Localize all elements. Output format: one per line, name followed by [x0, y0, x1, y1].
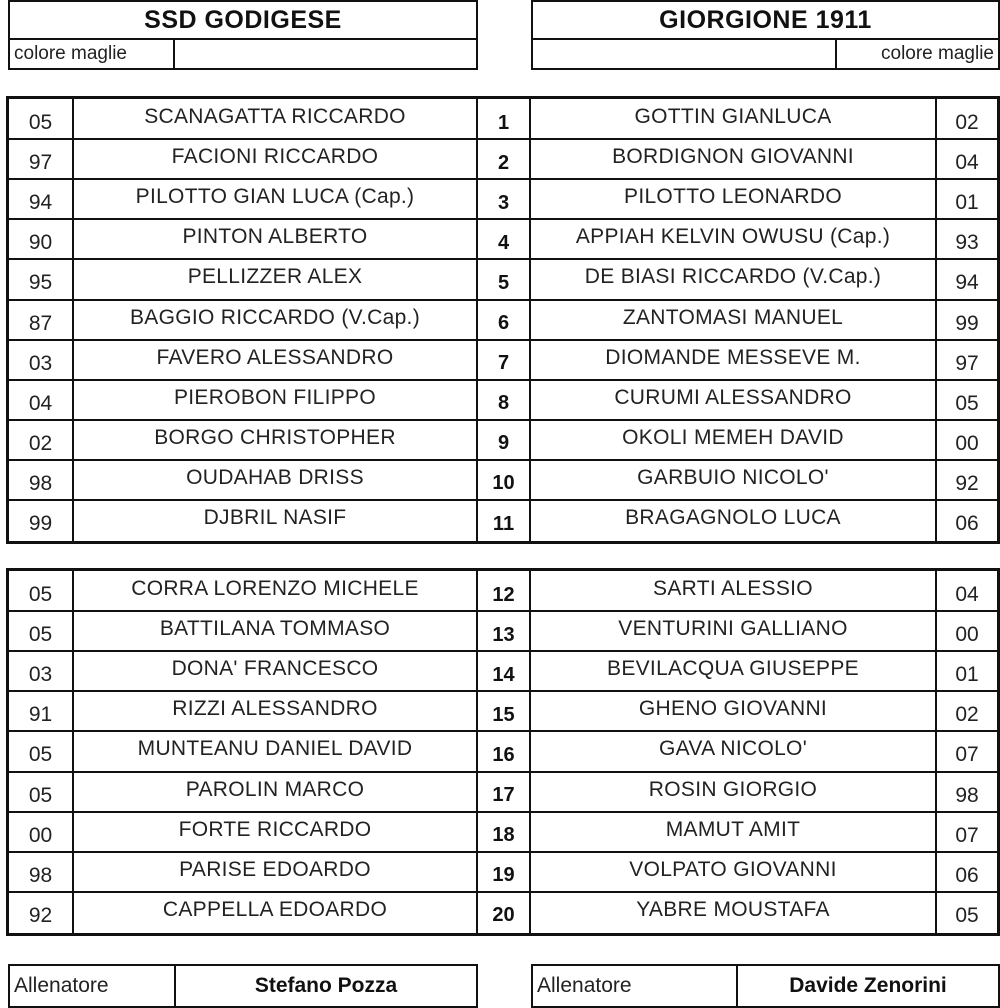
home-coach-name: Stefano Pozza — [254, 974, 398, 997]
shirt-number: 2 — [497, 151, 510, 174]
away-birth-year: 01 — [955, 663, 979, 687]
shirt-number: 12 — [492, 583, 515, 606]
player-row — [9, 300, 997, 340]
shirt-number: 18 — [492, 824, 515, 847]
home-player-name: CORRA LORENZO MICHELE — [131, 577, 419, 601]
away-player-name: ZANTOMASI MANUEL — [622, 305, 844, 329]
home-color-label: colore maglie — [14, 43, 127, 64]
home-player-name: DJBRIL NASIF — [203, 506, 347, 530]
home-player-name: FAVERO ALESSANDRO — [156, 345, 394, 369]
away-birth-year: 00 — [955, 431, 979, 455]
home-birth-year: 99 — [28, 512, 53, 536]
home-coach-box — [8, 964, 478, 1008]
player-row — [9, 179, 997, 219]
away-player-name: YABRE MOUSTAFA — [636, 897, 830, 921]
away-player-name: GHENO GIOVANNI — [638, 697, 828, 721]
home-player-name: DONA' FRANCESCO — [171, 657, 379, 681]
player-row — [9, 99, 997, 139]
away-birth-year: 02 — [955, 703, 979, 727]
away-player-name: SARTI ALESSIO — [653, 577, 813, 601]
shirt-number: 10 — [492, 472, 515, 495]
shirt-number: 9 — [497, 432, 510, 455]
home-birth-year: 05 — [28, 743, 53, 767]
home-birth-year: 00 — [28, 823, 53, 847]
away-team-header — [531, 0, 1000, 70]
home-birth-year: 03 — [28, 663, 53, 687]
away-player-name: VENTURINI GALLIANO — [618, 617, 848, 641]
home-birth-year: 91 — [28, 703, 53, 727]
player-row — [9, 691, 997, 731]
away-coach-box — [531, 964, 1000, 1008]
home-player-name: BORGO CHRISTOPHER — [154, 425, 396, 449]
home-player-name: BAGGIO RICCARDO (V.Cap.) — [130, 305, 420, 329]
player-row — [9, 420, 997, 460]
home-coach-label: Allenatore — [14, 974, 109, 997]
away-coach-label: Allenatore — [537, 974, 632, 997]
away-birth-year: 02 — [955, 111, 979, 135]
home-player-name: MUNTEANU DANIEL DAVID — [137, 737, 413, 761]
home-birth-year: 05 — [28, 583, 53, 607]
home-player-name: OUDAHAB DRISS — [186, 465, 364, 489]
player-row — [9, 892, 997, 932]
away-player-name: GARBUIO NICOLO' — [637, 465, 829, 489]
away-player-name: OKOLI MEMEH DAVID — [622, 425, 844, 449]
away-birth-year: 94 — [955, 271, 979, 295]
player-row — [9, 219, 997, 259]
shirt-number: 8 — [497, 392, 510, 415]
player-row — [9, 139, 997, 179]
home-birth-year: 04 — [28, 391, 53, 415]
home-birth-year: 98 — [28, 863, 53, 887]
home-birth-year: 05 — [28, 111, 53, 135]
shirt-number: 17 — [492, 784, 515, 807]
away-birth-year: 93 — [955, 231, 979, 255]
home-birth-year: 05 — [28, 783, 53, 807]
player-row — [9, 852, 997, 892]
away-birth-year: 98 — [955, 783, 979, 807]
away-player-name: GAVA NICOLO' — [658, 737, 808, 761]
home-player-name: PAROLIN MARCO — [185, 777, 365, 801]
shirt-number: 11 — [492, 512, 515, 535]
away-player-name: DE BIASI RICCARDO (V.Cap.) — [584, 265, 882, 289]
home-player-name: FORTE RICCARDO — [178, 817, 372, 841]
away-player-name: MAMUT AMIT — [665, 817, 801, 841]
away-player-name: GOTTIN GIANLUCA — [634, 105, 832, 129]
starters-table — [6, 96, 1000, 544]
away-birth-year: 01 — [955, 191, 979, 215]
away-birth-year: 99 — [955, 311, 979, 335]
away-birth-year: 92 — [955, 471, 979, 495]
shirt-number: 5 — [497, 271, 510, 294]
home-birth-year: 97 — [28, 151, 53, 175]
home-player-name: PINTON ALBERTO — [182, 225, 368, 249]
shirt-number: 20 — [492, 904, 515, 927]
shirt-number: 16 — [492, 743, 515, 766]
away-birth-year: 04 — [955, 151, 979, 175]
home-birth-year: 94 — [28, 191, 53, 215]
home-player-name: FACIONI RICCARDO — [171, 145, 379, 169]
player-row — [9, 380, 997, 420]
substitutes-table — [6, 568, 1000, 936]
home-birth-year: 05 — [28, 623, 53, 647]
away-birth-year: 07 — [955, 823, 979, 847]
player-row — [9, 460, 997, 500]
shirt-number: 6 — [497, 312, 510, 335]
home-player-name: CAPPELLA EDOARDO — [162, 897, 388, 921]
home-birth-year: 03 — [28, 351, 53, 375]
home-player-name: PILOTTO GIAN LUCA (Cap.) — [135, 185, 415, 209]
shirt-number: 3 — [497, 191, 510, 214]
player-row — [9, 611, 997, 651]
player-row — [9, 259, 997, 299]
home-team-header — [8, 0, 478, 70]
player-row — [9, 812, 997, 852]
home-player-name: RIZZI ALESSANDRO — [172, 697, 378, 721]
away-player-name: APPIAH KELVIN OWUSU (Cap.) — [575, 225, 891, 249]
home-player-name: SCANAGATTA RICCARDO — [144, 105, 406, 129]
away-coach-name: Davide Zenorini — [789, 974, 947, 997]
away-birth-year: 97 — [955, 351, 979, 375]
home-birth-year: 95 — [28, 271, 53, 295]
away-player-name: BEVILACQUA GIUSEPPE — [607, 657, 859, 681]
player-row — [9, 571, 997, 611]
home-player-name: PIEROBON FILIPPO — [173, 385, 376, 409]
home-birth-year: 87 — [28, 311, 53, 335]
home-birth-year: 02 — [28, 431, 53, 455]
away-birth-year: 06 — [955, 512, 979, 536]
home-birth-year: 98 — [28, 471, 53, 495]
shirt-number: 7 — [497, 352, 510, 375]
away-player-name: DIOMANDE MESSEVE M. — [605, 345, 861, 369]
away-birth-year: 05 — [955, 391, 979, 415]
shirt-number: 15 — [492, 703, 515, 726]
home-player-name: PARISE EDOARDO — [179, 857, 371, 881]
away-team-name: GIORGIONE 1911 — [659, 5, 872, 34]
away-birth-year: 05 — [955, 903, 979, 927]
player-row — [9, 340, 997, 380]
home-birth-year: 92 — [28, 903, 53, 927]
player-row — [9, 651, 997, 691]
home-birth-year: 90 — [28, 231, 53, 255]
away-player-name: ROSIN GIORGIO — [648, 777, 818, 801]
shirt-number: 4 — [497, 231, 510, 254]
player-row — [9, 500, 997, 540]
shirt-number: 13 — [492, 623, 515, 646]
player-row — [9, 772, 997, 812]
home-player-name: BATTILANA TOMMASO — [159, 617, 391, 641]
away-birth-year: 04 — [955, 583, 979, 607]
away-player-name: VOLPATO GIOVANNI — [629, 857, 837, 881]
home-player-name: PELLIZZER ALEX — [187, 265, 363, 289]
player-row — [9, 731, 997, 771]
away-birth-year: 00 — [955, 623, 979, 647]
away-birth-year: 06 — [955, 863, 979, 887]
away-player-name: BORDIGNON GIOVANNI — [612, 145, 854, 169]
away-birth-year: 07 — [955, 743, 979, 767]
shirt-number: 1 — [497, 111, 510, 134]
shirt-number: 19 — [492, 864, 515, 887]
away-player-name: PILOTTO LEONARDO — [624, 185, 842, 209]
away-player-name: CURUMI ALESSANDRO — [614, 385, 852, 409]
away-player-name: BRAGAGNOLO LUCA — [625, 506, 841, 530]
shirt-number: 14 — [492, 663, 515, 686]
away-color-label: colore maglie — [881, 43, 994, 64]
home-team-name: SSD GODIGESE — [144, 5, 342, 34]
